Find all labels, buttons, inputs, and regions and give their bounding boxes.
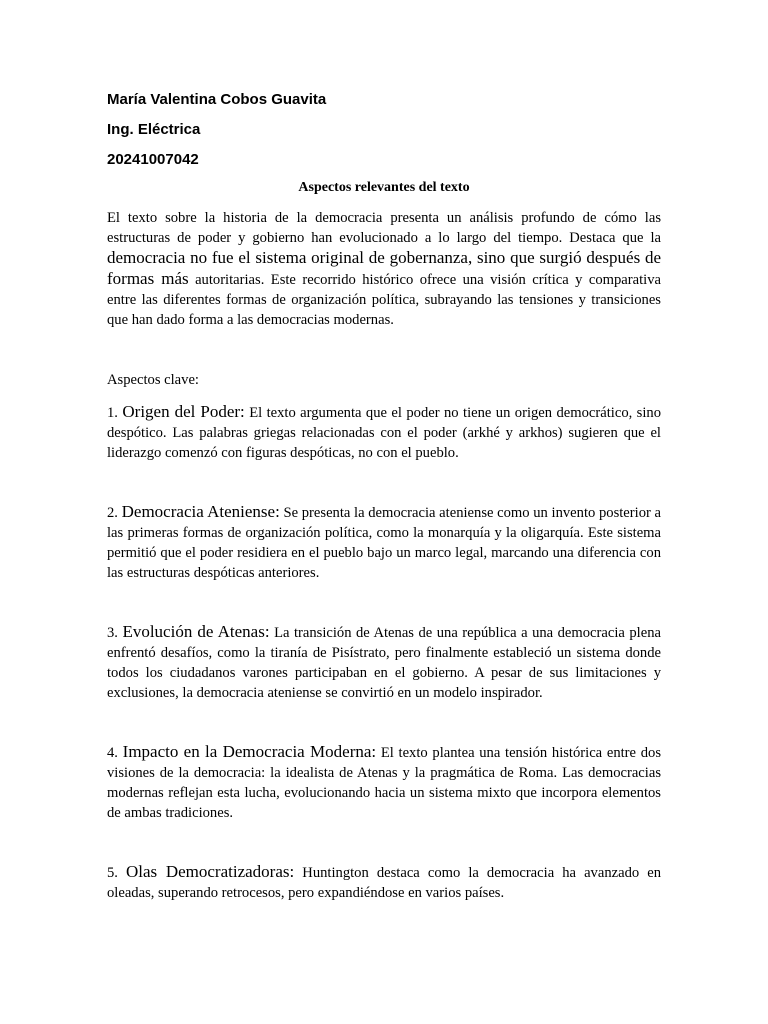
aspect-number: 4. bbox=[107, 745, 118, 761]
aspect-item-3 bbox=[107, 622, 661, 703]
document-title: Aspectos relevantes del texto bbox=[298, 180, 470, 195]
intro-part-1: El texto sobre la historia de la democracia presenta un análisis profundo de cómo las estructuras de poder y gobierno han evolucionado a lo largo del tiempo. Destaca que la bbox=[107, 210, 661, 246]
aspect-number: 1. bbox=[107, 405, 118, 421]
intro-paragraph bbox=[107, 208, 661, 330]
aspect-heading: Evolución de Atenas: bbox=[122, 622, 270, 641]
aspect-heading: Origen del Poder: bbox=[122, 402, 245, 421]
aspect-item-5 bbox=[107, 862, 661, 903]
aspect-number: 5. bbox=[107, 865, 118, 881]
aspect-item-2 bbox=[107, 502, 661, 583]
intro-part-3: autoritarias. Este recorrido histórico ofrece una visión crítica y comparativa entre las diferentes formas de organización política, subrayando las tensiones y transiciones que han dado forma a las democracias modernas. bbox=[107, 272, 661, 328]
intro-part-2: democracia no fue el sistema original de gobernanza, sino que surgió después de formas más bbox=[107, 248, 661, 288]
author-name: María Valentina Cobos Guavita bbox=[107, 91, 327, 108]
aspect-item-4 bbox=[107, 742, 661, 823]
aspect-number: 2. bbox=[107, 505, 118, 521]
aspect-text: Se presenta la democracia ateniense como un invento posterior a las primeras formas de organización política, como la monarquía y la oligarquía. Este sistema permitió que el poder residiera en el pueblo bajo un marco legal, marcando una diferencia con las estructuras despóticas anteriores. bbox=[107, 505, 662, 581]
aspect-number: 3. bbox=[107, 625, 118, 641]
aspect-text: La transición de Atenas de una república a una democracia plena enfrentó desafíos, como la tiranía de Pisístrato, pero finalmente estableció un sistema donde todos los ciudadanos varones participaban en el gobierno. A pesar de sus limitaciones y exclusiones, la democracia ateniense se convirtió en un modelo inspirador. bbox=[107, 625, 661, 701]
aspect-text: Huntington destaca como la democracia ha avanzado en oleadas, superando retrocesos, pero expandiéndose en varios países. bbox=[107, 865, 661, 901]
aspect-item-1 bbox=[107, 402, 661, 463]
aspect-heading: Impacto en la Democracia Moderna: bbox=[122, 742, 377, 761]
author-program: Ing. Eléctrica bbox=[107, 121, 201, 138]
aspect-text: El texto plantea una tensión histórica entre dos visiones de la democracia: la idealista de Atenas y la pragmática de Roma. Las democracias modernas reflejan esta lucha, evolucionando hacia un sistema mixto que incorpora elementos de ambas tradiciones. bbox=[107, 745, 661, 821]
aspect-heading: Democracia Ateniense: bbox=[121, 502, 280, 521]
aspect-heading: Olas Democratizadoras: bbox=[126, 862, 295, 881]
aspect-text: El texto argumenta que el poder no tiene un origen democrático, sino despótico. Las palabras griegas relacionadas con el poder (arkhé y arkhos) sugieren que el liderazgo comenzó con figuras despóticas, no con el pueblo. bbox=[107, 405, 662, 461]
author-id: 20241007042 bbox=[107, 151, 199, 168]
aspects-label: Aspectos clave: bbox=[107, 372, 199, 388]
